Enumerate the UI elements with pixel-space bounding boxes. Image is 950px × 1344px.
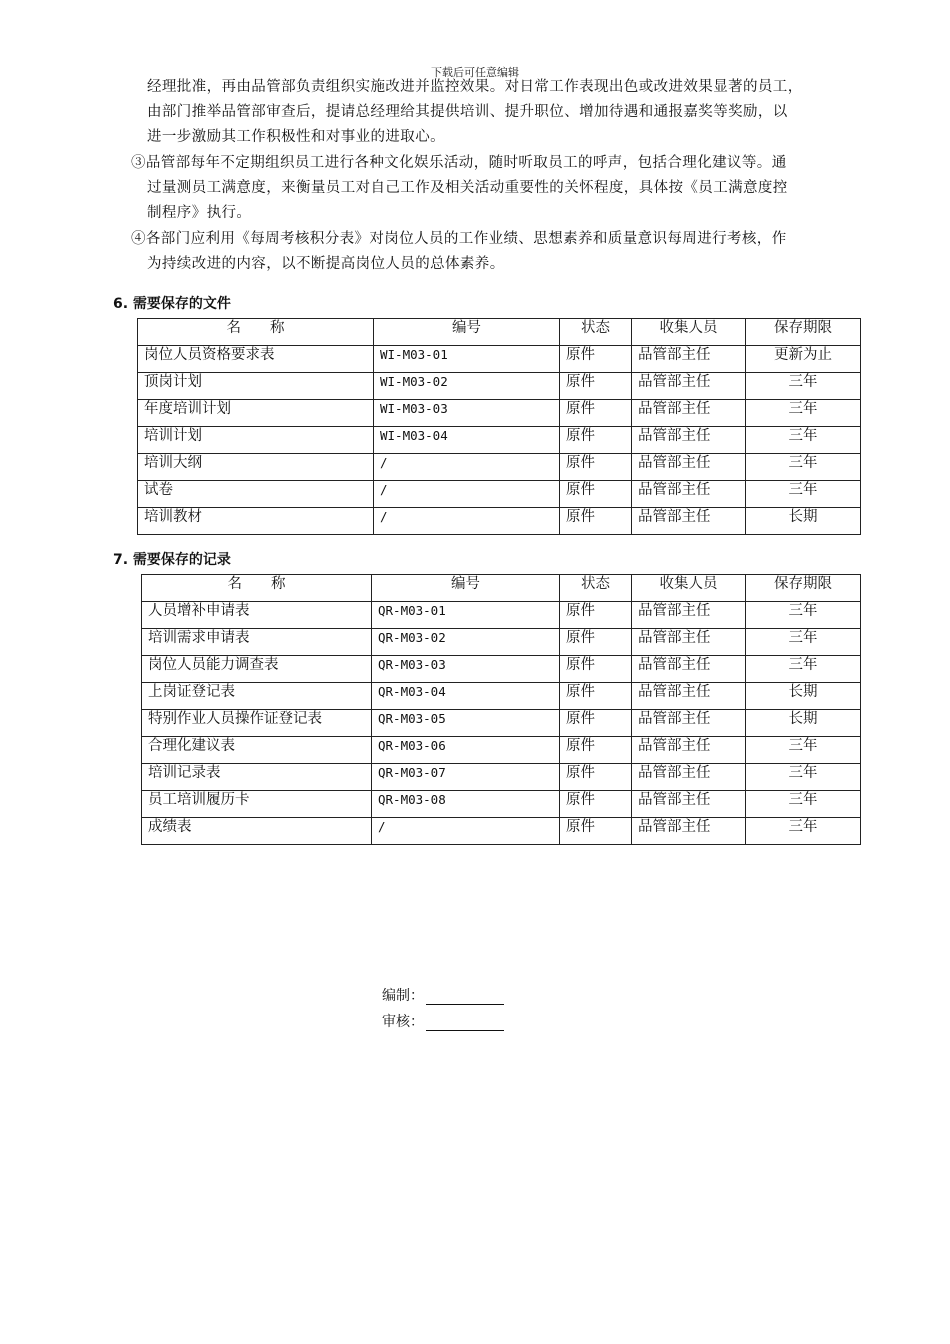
- cell-state: 原件: [560, 454, 632, 481]
- table-row: [138, 400, 861, 427]
- cell-name: 培训大纲: [138, 454, 374, 481]
- paragraph-line: 过量测员工满意度，来衡量员工对自己工作及相关活动重要性的关怀程度，具体按《员工满意度控: [147, 180, 788, 196]
- cell-code: QR-M03-03: [372, 656, 560, 683]
- cell-state: 原件: [560, 710, 632, 737]
- cell-name: 试卷: [138, 481, 374, 508]
- cell-collector: 品管部主任: [632, 373, 746, 400]
- records-table: [141, 574, 861, 845]
- header-name: 名 称: [138, 319, 374, 346]
- cell-name: 顶岗计划: [138, 373, 374, 400]
- cell-collector: 品管部主任: [632, 737, 746, 764]
- cell-state: 原件: [560, 683, 632, 710]
- prepared-by-blank[interactable]: [426, 990, 504, 1005]
- cell-name: 年度培训计划: [138, 400, 374, 427]
- cell-collector: 品管部主任: [632, 656, 746, 683]
- cell-name: 合理化建议表: [142, 737, 372, 764]
- table-row: [142, 656, 861, 683]
- header-note: 下载后可任意编辑: [431, 66, 519, 79]
- cell-state: 原件: [560, 346, 632, 373]
- table-row: [142, 629, 861, 656]
- paragraph-line: 制程序》执行。: [147, 205, 252, 221]
- cell-period: 长期: [746, 710, 861, 737]
- cell-period: 三年: [746, 629, 861, 656]
- cell-state: 原件: [560, 427, 632, 454]
- cell-period: 三年: [746, 764, 861, 791]
- cell-code: QR-M03-05: [372, 710, 560, 737]
- cell-code: QR-M03-07: [372, 764, 560, 791]
- cell-period: 三年: [746, 481, 861, 508]
- header-name: 名 称: [142, 575, 372, 602]
- cell-period: 三年: [746, 791, 861, 818]
- cell-state: 原件: [560, 400, 632, 427]
- section-7-title: 7. 需要保存的记录: [113, 552, 231, 568]
- cell-state: 原件: [560, 629, 632, 656]
- cell-collector: 品管部主任: [632, 481, 746, 508]
- header-state: 状态: [560, 575, 632, 602]
- table-row: [138, 373, 861, 400]
- cell-code: /: [374, 481, 560, 508]
- cell-period: 三年: [746, 602, 861, 629]
- cell-code: QR-M03-02: [372, 629, 560, 656]
- table-header-row: [138, 319, 861, 346]
- records-table-body: [142, 602, 861, 845]
- cell-state: 原件: [560, 373, 632, 400]
- cell-collector: 品管部主任: [632, 400, 746, 427]
- cell-name: 特别作业人员操作证登记表: [142, 710, 372, 737]
- header-state: 状态: [560, 319, 632, 346]
- header-period: 保存期限: [746, 319, 861, 346]
- cell-name: 岗位人员能力调查表: [142, 656, 372, 683]
- cell-code: /: [374, 454, 560, 481]
- cell-state: 原件: [560, 737, 632, 764]
- cell-period: 更新为止: [746, 346, 861, 373]
- section-6-title: 6. 需要保存的文件: [113, 296, 231, 312]
- cell-collector: 品管部主任: [632, 629, 746, 656]
- cell-period: 三年: [746, 656, 861, 683]
- cell-period: 三年: [746, 373, 861, 400]
- reviewed-by-label: 审核：: [382, 1014, 424, 1030]
- cell-period: 三年: [746, 454, 861, 481]
- table-row: [142, 791, 861, 818]
- table-row: [138, 346, 861, 373]
- cell-state: 原件: [560, 818, 632, 845]
- cell-code: WI-M03-02: [374, 373, 560, 400]
- cell-collector: 品管部主任: [632, 764, 746, 791]
- table-row: [142, 764, 861, 791]
- cell-collector: 品管部主任: [632, 346, 746, 373]
- cell-code: WI-M03-04: [374, 427, 560, 454]
- cell-code: QR-M03-06: [372, 737, 560, 764]
- cell-state: 原件: [560, 791, 632, 818]
- table-row: [142, 818, 861, 845]
- cell-collector: 品管部主任: [632, 508, 746, 535]
- prepared-by-label: 编制：: [382, 988, 424, 1004]
- cell-period: 三年: [746, 818, 861, 845]
- paragraph-line: ④各部门应利用《每周考核积分表》对岗位人员的工作业绩、思想素养和质量意识每周进行考核，作: [131, 231, 787, 247]
- table-row: [138, 454, 861, 481]
- cell-collector: 品管部主任: [632, 683, 746, 710]
- cell-code: WI-M03-03: [374, 400, 560, 427]
- cell-name: 员工培训履历卡: [142, 791, 372, 818]
- cell-state: 原件: [560, 764, 632, 791]
- table-row: [142, 710, 861, 737]
- header-collector: 收集人员: [632, 319, 746, 346]
- cell-name: 培训计划: [138, 427, 374, 454]
- cell-collector: 品管部主任: [632, 602, 746, 629]
- reviewed-by-blank[interactable]: [426, 1016, 504, 1031]
- paragraph-line: ③品管部每年不定期组织员工进行各种文化娱乐活动，随时听取员工的呼声，包括合理化建议等。通: [131, 155, 787, 171]
- table-row: [142, 602, 861, 629]
- header-code: 编号: [372, 575, 560, 602]
- cell-name: 培训教材: [138, 508, 374, 535]
- documents-table-body: [138, 346, 861, 535]
- paragraph-line: 经理批准，再由品管部负责组织实施改进并监控效果。对日常工作表现出色或改进效果显著的员工，: [147, 79, 803, 95]
- cell-collector: 品管部主任: [632, 427, 746, 454]
- cell-collector: 品管部主任: [632, 454, 746, 481]
- cell-name: 人员增补申请表: [142, 602, 372, 629]
- cell-name: 岗位人员资格要求表: [138, 346, 374, 373]
- cell-period: 三年: [746, 737, 861, 764]
- header-collector: 收集人员: [632, 575, 746, 602]
- table-row: [138, 481, 861, 508]
- cell-code: QR-M03-08: [372, 791, 560, 818]
- paragraph-line: 由部门推举品管部审查后，提请总经理给其提供培训、提升职位、增加待遇和通报嘉奖等奖励，以: [147, 104, 788, 120]
- cell-state: 原件: [560, 481, 632, 508]
- table-row: [142, 737, 861, 764]
- cell-name: 培训需求申请表: [142, 629, 372, 656]
- cell-code: WI-M03-01: [374, 346, 560, 373]
- cell-code: QR-M03-01: [372, 602, 560, 629]
- cell-period: 长期: [746, 683, 861, 710]
- table-row: [138, 427, 861, 454]
- prepared-by-line: [382, 987, 504, 1005]
- table-row: [142, 683, 861, 710]
- cell-collector: 品管部主任: [632, 818, 746, 845]
- header-code: 编号: [374, 319, 560, 346]
- cell-state: 原件: [560, 656, 632, 683]
- table-row: [138, 508, 861, 535]
- cell-name: 上岗证登记表: [142, 683, 372, 710]
- cell-collector: 品管部主任: [632, 710, 746, 737]
- cell-name: 成绩表: [142, 818, 372, 845]
- reviewed-by-line: [382, 1013, 504, 1031]
- paragraph-line: 进一步激励其工作积极性和对事业的进取心。: [147, 129, 445, 145]
- header-period: 保存期限: [746, 575, 861, 602]
- cell-collector: 品管部主任: [632, 791, 746, 818]
- cell-code: /: [374, 508, 560, 535]
- documents-table: [137, 318, 861, 535]
- cell-name: 培训记录表: [142, 764, 372, 791]
- cell-state: 原件: [560, 508, 632, 535]
- cell-code: /: [372, 818, 560, 845]
- cell-period: 长期: [746, 508, 861, 535]
- cell-code: QR-M03-04: [372, 683, 560, 710]
- cell-period: 三年: [746, 427, 861, 454]
- table-header-row: [142, 575, 861, 602]
- paragraph-line: 为持续改进的内容，以不断提高岗位人员的总体素养。: [147, 256, 505, 272]
- cell-period: 三年: [746, 400, 861, 427]
- cell-state: 原件: [560, 602, 632, 629]
